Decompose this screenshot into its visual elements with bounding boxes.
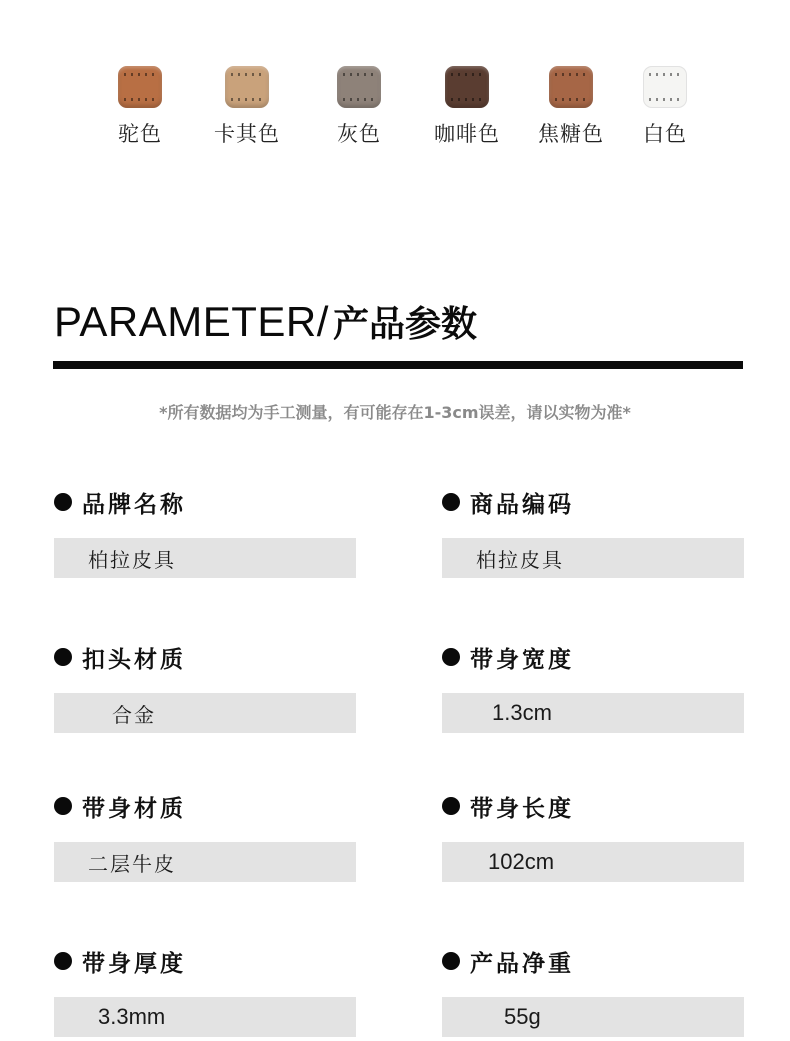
param-value-box xyxy=(54,842,356,882)
param-value: 二层牛皮 xyxy=(88,851,176,876)
measurement-note: *所有数据均为手工测量，有可能存在1-3cm误差，请以实物为准* xyxy=(159,403,631,422)
param-brand xyxy=(54,486,356,572)
param-net-weight xyxy=(442,945,744,1029)
heading-divider xyxy=(53,361,743,369)
param-value-box xyxy=(442,693,744,733)
gray-color-chip xyxy=(337,66,381,108)
param-value: 柏拉皮具 xyxy=(476,547,564,572)
khaki-color-chip xyxy=(225,66,269,108)
swatch-caramel[interactable] xyxy=(526,66,616,148)
white-color-chip xyxy=(643,66,687,108)
swatch-label: 灰色 xyxy=(337,122,381,146)
bullet-icon xyxy=(54,797,72,815)
param-label-text: 商品编码 xyxy=(470,490,574,518)
param-value-box xyxy=(442,538,744,578)
swatch-label: 驼色 xyxy=(118,122,162,146)
param-buckle-material xyxy=(54,641,356,727)
bullet-icon xyxy=(54,493,72,511)
param-strap-width xyxy=(442,641,744,725)
param-value: 柏拉皮具 xyxy=(88,547,176,572)
bullet-icon xyxy=(54,952,72,970)
heading-chinese: 产品参数 xyxy=(332,303,477,345)
bullet-icon xyxy=(54,648,72,666)
param-label-text: 带身材质 xyxy=(82,794,186,822)
param-value-box xyxy=(54,538,356,578)
param-value: 1.3cm xyxy=(492,700,552,725)
swatch-coffee[interactable] xyxy=(422,66,512,148)
param-value: 55g xyxy=(504,1004,541,1029)
swatch-label: 卡其色 xyxy=(214,122,280,146)
param-strap-material xyxy=(54,790,356,876)
param-label xyxy=(54,945,356,977)
param-product-code xyxy=(442,486,744,572)
param-label xyxy=(54,641,356,673)
param-label xyxy=(442,641,744,673)
param-label-text: 带身厚度 xyxy=(82,949,186,977)
param-value-box xyxy=(54,693,356,733)
param-label xyxy=(442,945,744,977)
bullet-icon xyxy=(442,797,460,815)
param-label xyxy=(442,790,744,822)
param-label xyxy=(442,486,744,518)
caramel-color-chip xyxy=(549,66,593,108)
param-strap-length xyxy=(442,790,744,874)
param-value-box xyxy=(442,842,744,882)
param-label-text: 带身长度 xyxy=(470,794,574,822)
param-label-text: 扣头材质 xyxy=(82,645,186,673)
coffee-color-chip xyxy=(445,66,489,108)
param-label-text: 产品净重 xyxy=(470,949,574,977)
param-value: 合金 xyxy=(112,702,156,727)
bullet-icon xyxy=(442,952,460,970)
param-label-text: 带身宽度 xyxy=(470,645,574,673)
section-heading xyxy=(54,296,754,356)
param-strap-thickness xyxy=(54,945,356,1029)
swatch-label: 白色 xyxy=(643,122,687,146)
param-label-text: 品牌名称 xyxy=(82,490,186,518)
param-value: 102cm xyxy=(488,849,555,874)
param-value-box xyxy=(442,997,744,1037)
bullet-icon xyxy=(442,493,460,511)
param-value: 3.3mm xyxy=(98,1004,166,1029)
heading-english: PARAMETER/ xyxy=(54,298,329,345)
swatch-camel[interactable] xyxy=(95,66,185,148)
swatch-label: 咖啡色 xyxy=(434,122,500,146)
swatch-gray[interactable] xyxy=(314,66,404,148)
color-swatches xyxy=(0,0,790,160)
param-label xyxy=(54,790,356,822)
bullet-icon xyxy=(442,648,460,666)
swatch-white[interactable] xyxy=(620,66,710,148)
param-value-box xyxy=(54,997,356,1037)
swatch-khaki[interactable] xyxy=(202,66,292,148)
camel-color-chip xyxy=(118,66,162,108)
param-label xyxy=(54,486,356,518)
swatch-label: 焦糖色 xyxy=(538,122,604,146)
